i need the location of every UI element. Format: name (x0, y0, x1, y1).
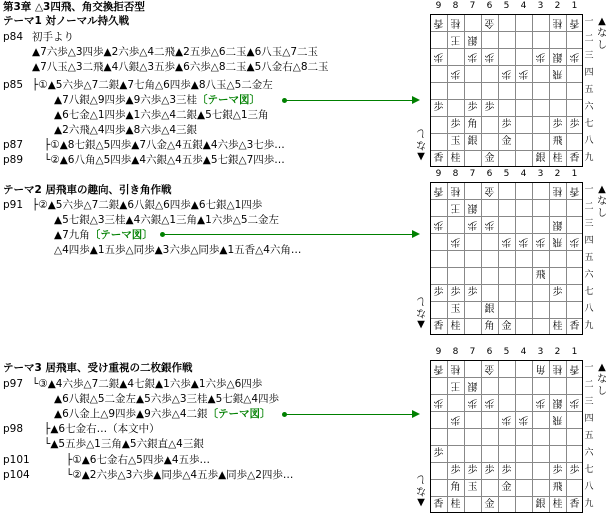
board-col-label: 3 (537, 1, 544, 11)
theme-tag: 〔テーマ図〕 (207, 408, 271, 420)
shogi-piece: 金 (484, 363, 495, 374)
sente-hand: ▲なし (597, 184, 607, 219)
grid-line (532, 183, 533, 334)
shogi-piece: 香 (433, 17, 444, 28)
shogi-piece: 飛 (552, 236, 563, 247)
page-ref: p104 (3, 469, 30, 481)
shogi-piece: 玉 (450, 136, 461, 147)
board-col-label: 1 (571, 1, 578, 11)
shogi-piece: 歩 (450, 414, 461, 425)
shogi-piece: 香 (569, 321, 580, 332)
shogi-piece: 歩 (501, 68, 512, 79)
board-row-label: 五 (584, 431, 594, 441)
grid-line (515, 361, 516, 512)
board-col-label: 1 (571, 347, 578, 357)
board-col-label: 9 (435, 1, 442, 11)
move-line: 初手より (32, 31, 74, 43)
shogi-piece: 歩 (484, 102, 495, 113)
shogi-piece: 歩 (467, 51, 478, 62)
shogi-piece: 桂 (450, 321, 461, 332)
move-line: ▲6七金△1四歩▲1六歩△4二銀▲5七銀△1三角 (54, 109, 269, 121)
shogi-piece: 歩 (518, 236, 529, 247)
board-col-label: 9 (435, 169, 442, 179)
page-ref: p97 (3, 378, 24, 390)
chapter-title: 第3章 △3四飛、角交換拒否型 (3, 1, 145, 13)
shogi-piece: 桂 (552, 321, 563, 332)
board-row-label: 六 (584, 448, 594, 458)
grid-line (431, 445, 582, 446)
page-ref: p98 (3, 423, 24, 435)
shogi-piece: 香 (433, 363, 444, 374)
move-line: ├②▲5六歩△7二銀▲6八銀△6四歩▲6七銀△1四歩 (32, 199, 263, 211)
board-row-label: 九 (584, 321, 594, 331)
board-row-label: 八 (584, 482, 594, 492)
shogi-piece: 歩 (552, 465, 563, 476)
shogi-piece: 銀 (552, 51, 563, 62)
shogi-piece: 王 (450, 202, 461, 213)
board-col-label: 8 (452, 1, 459, 11)
board-col-label: 8 (452, 347, 459, 357)
shogi-piece: 桂 (450, 363, 461, 374)
move-line: ▲7六歩△3四歩▲2六歩△4二飛▲2五歩△6二玉▲6八玉△7二玉 (32, 46, 319, 58)
move-line: ▲5七銀△3三桂▲4六銀△1三角▲1六歩△5二金左 (54, 214, 280, 226)
shogi-piece: 桂 (552, 185, 563, 196)
shogi-piece: 歩 (450, 287, 461, 298)
shogi-piece: 香 (569, 185, 580, 196)
shogi-piece: 玉 (467, 482, 478, 493)
shogi-piece: 歩 (433, 51, 444, 62)
shogi-piece: 角 (450, 482, 461, 493)
shogi-piece: 飛 (552, 136, 563, 147)
shogi-piece: 歩 (569, 119, 580, 130)
board-row-label: 一 (584, 363, 594, 373)
shogi-piece: 金 (501, 482, 512, 493)
shogi-piece: 歩 (501, 119, 512, 130)
shogi-piece: 香 (433, 499, 444, 510)
shogi-piece: 歩 (433, 219, 444, 230)
shogi-piece: 歩 (467, 102, 478, 113)
shogi-piece: 歩 (552, 119, 563, 130)
shogi-piece: 銀 (535, 153, 546, 164)
grid-line (431, 428, 582, 429)
board-col-label: 6 (486, 1, 493, 11)
shogi-piece: 角 (484, 321, 495, 332)
shogi-piece: 玉 (450, 304, 461, 315)
shogi-piece: 香 (569, 499, 580, 510)
sente-hand: ▲なし (597, 16, 607, 51)
grid-line (498, 183, 499, 334)
shogi-piece: 角 (467, 119, 478, 130)
arrow-head (412, 410, 420, 418)
shogi-piece: 香 (433, 153, 444, 164)
gote-hand: ▲なし (416, 295, 426, 330)
move-line: ▲7八銀△9四歩▲9六歩△3三桂〔テーマ図〕 (54, 94, 261, 106)
shogi-board (430, 360, 583, 513)
shogi-piece: 歩 (484, 397, 495, 408)
move-line: ▲7九角〔テーマ図〕 (54, 229, 153, 241)
board-col-label: 7 (469, 347, 476, 357)
shogi-piece: 歩 (569, 465, 580, 476)
gote-hand: ▲なし (416, 473, 426, 508)
shogi-piece: 金 (501, 321, 512, 332)
grid-line (566, 183, 567, 334)
board-row-label: 七 (584, 287, 594, 297)
shogi-piece: 歩 (467, 397, 478, 408)
page-ref: p89 (3, 154, 24, 166)
shogi-piece: 歩 (484, 465, 495, 476)
page-ref: p101 (3, 454, 30, 466)
board-row-label: 五 (584, 85, 594, 95)
shogi-piece: 歩 (433, 397, 444, 408)
arrow-line (164, 234, 412, 235)
shogi-piece: 桂 (450, 185, 461, 196)
shogi-piece: 飛 (535, 270, 546, 281)
board-row-label: 六 (584, 102, 594, 112)
shogi-piece: 香 (569, 17, 580, 28)
shogi-piece: 金 (484, 499, 495, 510)
arrow-line (286, 100, 412, 101)
board-row-label: 五 (584, 253, 594, 263)
board-col-label: 7 (469, 1, 476, 11)
board-row-label: 二 (584, 34, 594, 44)
page-ref: p91 (3, 199, 24, 211)
move-line: └②▲6八角△5四歩▲4六銀△4五歩▲5七銀△7四歩… (44, 154, 285, 166)
grid-line (481, 361, 482, 512)
shogi-piece: 王 (450, 380, 461, 391)
shogi-piece: 歩 (450, 465, 461, 476)
move-line: └③▲4六歩△7二銀▲4七銀▲1六歩▲1六歩△6四歩 (32, 378, 263, 390)
board-row-label: 九 (584, 499, 594, 509)
board-row-label: 三 (584, 219, 594, 229)
move-line: ▲6八銀△5二金左▲5六歩△3三桂▲5七銀△4四歩 (54, 393, 280, 405)
board-row-label: 二 (584, 202, 594, 212)
board-row-label: 四 (584, 414, 594, 424)
shogi-piece: 歩 (518, 68, 529, 79)
shogi-piece: 歩 (535, 236, 546, 247)
shogi-board (430, 182, 583, 335)
shogi-piece: 歩 (501, 414, 512, 425)
page-ref: p87 (3, 139, 24, 151)
shogi-piece: 香 (569, 153, 580, 164)
shogi-piece: 金 (484, 185, 495, 196)
board-col-label: 4 (520, 347, 527, 357)
board-col-label: 6 (486, 169, 493, 179)
grid-line (431, 99, 582, 100)
board-row-label: 六 (584, 270, 594, 280)
shogi-piece: 銀 (467, 380, 478, 391)
shogi-piece: 歩 (450, 119, 461, 130)
shogi-piece: 王 (450, 34, 461, 45)
move-line: ├①▲8七銀△5四歩▲7八金△4五銀▲4六歩△3七歩… (44, 139, 285, 151)
shogi-board (430, 14, 583, 167)
shogi-piece: 銀 (552, 397, 563, 408)
grid-line (481, 15, 482, 166)
board-col-label: 4 (520, 169, 527, 179)
board-col-label: 5 (503, 1, 510, 11)
shogi-piece: 飛 (552, 68, 563, 79)
shogi-piece: 歩 (467, 465, 478, 476)
board-col-label: 2 (554, 1, 561, 11)
gote-hand: ▲なし (416, 127, 426, 162)
grid-line (566, 15, 567, 166)
board-row-label: 一 (584, 185, 594, 195)
grid-line (532, 15, 533, 166)
shogi-piece: 金 (501, 136, 512, 147)
shogi-piece: 歩 (501, 465, 512, 476)
board-col-label: 2 (554, 347, 561, 357)
board-col-label: 3 (537, 347, 544, 357)
shogi-piece: 桂 (450, 153, 461, 164)
shogi-piece: 香 (569, 363, 580, 374)
shogi-piece: 歩 (467, 287, 478, 298)
shogi-piece: 歩 (433, 287, 444, 298)
grid-line (431, 267, 582, 268)
shogi-piece: 香 (433, 185, 444, 196)
move-line: └②▲2六歩△3六歩▲同歩△4五歩▲同歩△2四歩… (66, 469, 294, 481)
grid-line (532, 361, 533, 512)
theme1-title: テーマ1 対ノーマル持久戦 (3, 15, 130, 27)
shogi-piece: 歩 (450, 236, 461, 247)
board-col-label: 5 (503, 347, 510, 357)
grid-line (549, 183, 550, 334)
move-line: ├▲6七金右…（本文中） (44, 423, 160, 435)
board-col-label: 7 (469, 169, 476, 179)
move-line: ▲7八玉△3二飛▲4八銀△3五歩▲6六歩△8二玉▲5八金右△8二玉 (32, 61, 329, 73)
grid-line (566, 361, 567, 512)
shogi-piece: 銀 (552, 219, 563, 230)
arrow-head (412, 96, 420, 104)
shogi-piece: 歩 (552, 287, 563, 298)
board-row-label: 三 (584, 397, 594, 407)
shogi-piece: 桂 (552, 363, 563, 374)
arrow-line (286, 414, 412, 415)
board-col-label: 3 (537, 169, 544, 179)
shogi-piece: 金 (484, 17, 495, 28)
sente-hand: ▲なし (597, 362, 607, 397)
board-row-label: 七 (584, 119, 594, 129)
shogi-piece: 銀 (467, 202, 478, 213)
grid-line (515, 183, 516, 334)
board-col-label: 5 (503, 169, 510, 179)
move-line: ├①▲5六歩△7二銀▲7七角△6四歩▲8八玉△5二金左 (32, 79, 273, 91)
board-row-label: 九 (584, 153, 594, 163)
board-col-label: 4 (520, 1, 527, 11)
shogi-piece: 歩 (569, 236, 580, 247)
shogi-piece: 歩 (518, 414, 529, 425)
board-row-label: 八 (584, 136, 594, 146)
board-row-label: 一 (584, 17, 594, 27)
shogi-piece: 歩 (535, 51, 546, 62)
shogi-piece: 歩 (467, 219, 478, 230)
shogi-piece: 香 (433, 321, 444, 332)
shogi-piece: 歩 (501, 236, 512, 247)
shogi-piece: 歩 (569, 51, 580, 62)
page-ref: p85 (3, 79, 24, 91)
shogi-piece: 歩 (535, 397, 546, 408)
theme-tag: 〔テーマ図〕 (89, 229, 153, 241)
board-row-label: 四 (584, 68, 594, 78)
grid-line (431, 250, 582, 251)
theme2-title: テーマ2 居飛車の趣向、引き角作戦 (3, 184, 172, 196)
grid-line (431, 82, 582, 83)
move-line: △4四歩▲1五歩△同歩▲3六歩△同歩▲1五香△4六角… (54, 244, 302, 256)
shogi-piece: 飛 (552, 482, 563, 493)
board-col-label: 2 (554, 169, 561, 179)
board-col-label: 1 (571, 169, 578, 179)
shogi-piece: 歩 (450, 68, 461, 79)
shogi-piece: 銀 (467, 136, 478, 147)
board-row-label: 三 (584, 51, 594, 61)
shogi-piece: 飛 (552, 414, 563, 425)
shogi-piece: 桂 (552, 17, 563, 28)
shogi-piece: 銀 (467, 34, 478, 45)
board-row-label: 四 (584, 236, 594, 246)
board-row-label: 八 (584, 304, 594, 314)
board-row-label: 二 (584, 380, 594, 390)
shogi-piece: 角 (535, 363, 546, 374)
shogi-piece: 歩 (433, 102, 444, 113)
shogi-piece: 銀 (484, 304, 495, 315)
move-line: └▲5五歩△1三角▲5六銀直△4三銀 (44, 438, 204, 450)
board-col-label: 9 (435, 347, 442, 357)
page-ref: p84 (3, 31, 24, 43)
shogi-piece: 桂 (552, 153, 563, 164)
board-row-label: 七 (584, 465, 594, 475)
shogi-piece: 銀 (535, 499, 546, 510)
move-line: ▲2六飛△4四歩▲8六歩△4三銀 (54, 124, 198, 136)
board-col-label: 8 (452, 169, 459, 179)
shogi-piece: 歩 (484, 51, 495, 62)
shogi-piece: 歩 (484, 219, 495, 230)
theme3-title: テーマ3 居飛車、受け重視の二枚銀作戦 (3, 362, 193, 374)
arrow-head (412, 230, 420, 238)
grid-line (515, 15, 516, 166)
shogi-piece: 歩 (433, 448, 444, 459)
theme-tag: 〔テーマ図〕 (197, 94, 261, 106)
move-line: ├①▲6七金右△5四歩▲4五歩… (66, 454, 211, 466)
shogi-piece: 桂 (450, 499, 461, 510)
board-col-label: 6 (486, 347, 493, 357)
shogi-piece: 桂 (450, 17, 461, 28)
shogi-piece: 金 (484, 153, 495, 164)
shogi-piece: 歩 (569, 397, 580, 408)
move-line: ▲6八金上△9四歩▲9六歩△4二銀〔テーマ図〕 (54, 408, 271, 420)
shogi-piece: 桂 (552, 499, 563, 510)
